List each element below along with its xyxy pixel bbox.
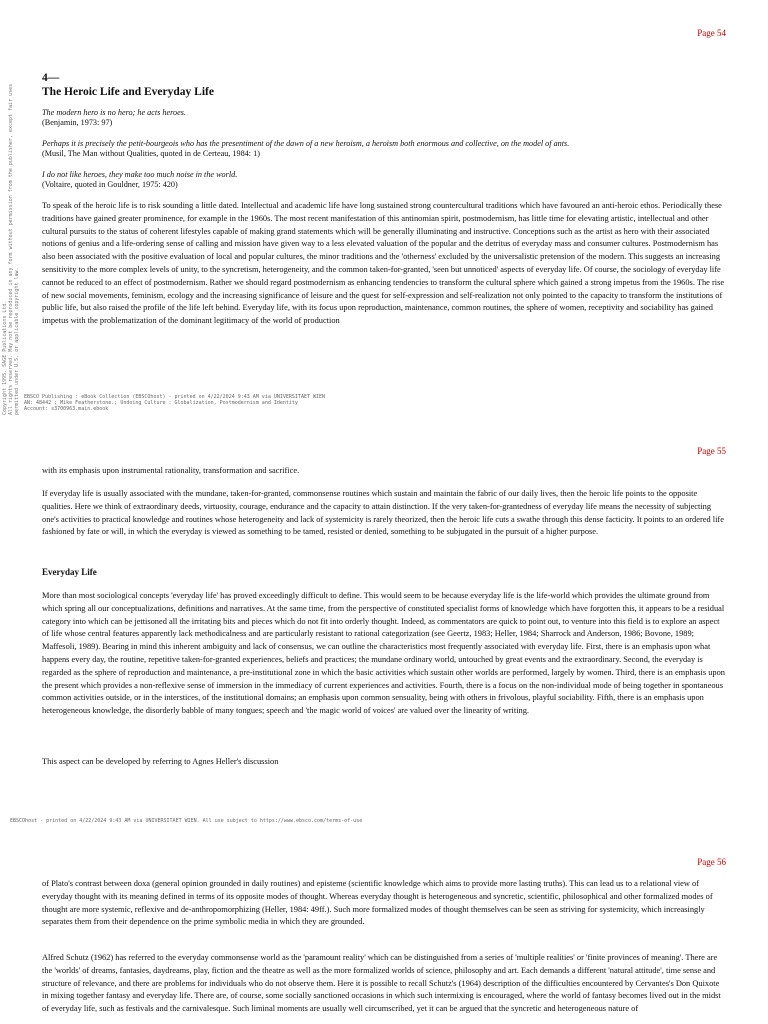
copyright-line: Copyright 1995. SAGE Publications Ltd. — [2, 300, 8, 415]
ebsco-footer — [10, 818, 362, 824]
paragraph-text: with its emphasis upon instrumental rationality, transformation and sacrifice. — [42, 466, 300, 475]
epigraph-quote: The modern hero is no hero; he acts heroes. — [42, 108, 186, 117]
epigraph-1 — [42, 108, 726, 128]
chapter-number: 4— — [42, 72, 60, 84]
epigraph-2 — [42, 139, 726, 159]
paragraph-text: If everyday life is usually associated with the mundane, taken-for-granted, commonsense routines which sustain and maintain the fabric of our daily lives, then the heroic life points to the opposite qualities. Here we think of extraordinary deeds, virtuosity, courage, endurance and the capacity to attain distinction. If the very taken-for-grantedness of everyday life means the necessity of subjecting one's activities to practical knowledge and routines whose heterogeneity and lack of systemicity is rarely theorized, then the heroic life cuts a swathe through this dense facticity. It points to an ordered life fashioned by fate or will, in which the everyday is viewed as something to be tamed, resisted or denied, something to be subjugated in the pursuit of a higher purpose. — [42, 489, 724, 537]
section-heading: Everyday Life — [42, 567, 97, 577]
body-paragraph — [42, 465, 726, 478]
epigraph-3 — [42, 170, 726, 190]
page-number-54: Page 54 — [697, 28, 726, 38]
copyright-line: All rights reserved. May not be reproduced in any form without permission from the publisher, except fair uses — [8, 83, 14, 415]
paragraph-text: To speak of the heroic life is to risk sounding a little dated. Intellectual and academic life have long sustained strong countercultural traditions which have favoured an anti-heroic ethos. Periodically these traditions have gained greater prominence, for example in the 1960s. The most recent manifestation of this antinomian spirit, postmodernism, has little time for elevating artistic, intellectual and other cultural pursuits to the status of coherent lifestyles capable of making grand statements which will be generally illuminating and instructive. Conceptions such as the artist as hero with their associated notions of genius and a life-ordering sense of calling and mission have given way to a less elevated valuation of the popular and the detritus of everyday mass and consumer cultures. Postmodernism has also been associated with the positive evaluation of local and popular cultures, the minor traditions and the 'otherness' excluded by the universalistic pretension of the modern. This suggests an increasing sensitivity to the more complex levels of unity, to the syncretism, heterogeneity, and the common taken-for-granted, 'seen but unnoticed' aspects of everyday life. Of course, the sociology of everyday life cannot be reduced to an effect of postmodernism. Rather we should regard postmodernism as enhancing tendencies to transform the cultural sphere which gained a strong impetus from the 1960s. The rise of new social movements, feminism, ecology and the increasing significance of leisure and the quest for self-expression and self-realization not only pointed to the capacity to transform the institutions of public life, but also raised the profile of the life left behind. Everyday life, with its focus upon reproduction, maintenance, common routines, the sphere of women, receptivity and sociability has gained impetus with the problematization of the dominant legitimacy of the world of production — [42, 201, 725, 326]
body-paragraph — [42, 590, 726, 718]
chapter-header — [42, 72, 726, 99]
page-number-55: Page 55 — [697, 446, 726, 456]
footer-line: Account: s3700963.main.ebook — [24, 406, 109, 412]
footer-line: EBSCOhost - printed on 4/22/2024 9:43 AM via UNIVERSITAET WIEN. All use subject to https://www.ebsco.com/terms-of-use — [10, 818, 363, 824]
section-heading-block — [42, 567, 726, 577]
paragraph-text: of Plato's contrast between doxa (general opinion grounded in daily routines) and episteme (scientific knowledge which aims to provide more lasting truths). This can lead us to a relational view of everyday thought with its meaning defined in terms of its opposite modes of thought. Whereas everyday thought is heterogeneous and syncretic, scientific, philosophical and other formalized modes of thought are more systemic, reflexive and de-anthropomorphizing (Heller, 1984: 49ff.). Such more formalized modes of thought themselves can be seen as striving for systemicity, which increasingly separates them from their dependence on the prime symbolic media in which they are grounded. — [42, 879, 713, 927]
epigraph-source: (Voltaire, quoted in Gouldner, 1975: 420) — [42, 180, 178, 189]
paragraph-text: Alfred Schutz (1962) has referred to the everyday commonsense world as the 'paramount reality' which can be distinguished from a series of 'multiple realities' or 'finite provinces of meaning'. There are the 'worlds' of dreams, fantasies, daydreams, play, fiction and the theatre as well as the more formalized worlds of science, philosophy and art. Each demands a different 'natural attitude', time sense and structure of relevance, and there are problems for individuals who do not observe them. Here it is possible to recall Schutz's (1964) description of the difficulties encountered by Cervantes's Don Quixote in mixing together fantasy and everyday life. There are, of course, some socially sanctioned occasions in which such intermixing is encouraged, where the world of fantasy becomes lived out in the midst of everyday life, such as festivals and the carnivalesque. Such liminal moments are usually well circumscribed, yet it can be argued that the syncretic and heterogeneous nature of — [42, 953, 721, 1014]
copyright-line: permitted under U.S. or applicable copyright law. — [14, 267, 20, 415]
paragraph-text: This aspect can be developed by referring to Agnes Heller's discussion — [42, 757, 279, 766]
epigraph-source: (Musil, The Man without Qualities, quoted in de Certeau, 1984: 1) — [42, 149, 260, 158]
body-paragraph — [42, 488, 726, 539]
footer-line: AN: 48442 ; Mike Featherstone.; Undoing Culture : Globalization, Postmodernism and Identity — [24, 400, 298, 406]
copyright-sidebar — [2, 20, 26, 415]
body-paragraph — [42, 878, 726, 929]
body-paragraph — [42, 952, 726, 1016]
epigraph-quote: Perhaps it is precisely the petit-bourgeois who has the presentiment of the dawn of a new heroism, a heroism both enormous and collective, on the model of ants. — [42, 139, 570, 148]
epigraph-source: (Benjamin, 1973: 97) — [42, 118, 113, 127]
paragraph-text: More than most sociological concepts 'everyday life' has proved exceedingly difficult to define. This would seem to be because everyday life is the life-world which provides the ultimate ground from which spring all our conceptualizations, definitions and narratives. At the same time, from the perspective of constituted specialist forms of knowledge which have forgotten this, it appears to be a residual category into which can be jettisoned all the irritating bits and pieces which do not fit into orderly thought. Indeed, as commentators are quick to point out, to venture into this field is to explore an aspect of life whose central features apparently lack methodicalness and are particularly resistant to rational categorization (see Geertz, 1983; Heller, 1984; Sharrock and Anderson, 1986; Bovone, 1989; Maffesoli, 1989). Bearing in mind this inherent ambiguity and lack of consensus, we can outline the characteristics most frequently associated with everyday life. First, there is an emphasis upon what happens every day, the routine, repetitive taken-for-granted experiences, beliefs and practices; the mundane ordinary world, untouched by great events and the extraordinary. Second, the everyday is regarded as the sphere of reproduction and maintenance, a pre-institutional zone in which the basic activities which sustain other worlds are performed, largely by women. Third, there is an emphasis upon the present which provides a non-reflexive sense of immersion in the immediacy of current experiences and activities. Fourth, there is a focus on the non-individual mode of being together in spontaneous common activities outside, or in the interstices, of the institutional domains; an emphasis upon common sensuality, being with others in frivolous, playful sociability. Fifth, there is an emphasis upon heterogeneous knowledge, the disorderly babble of many tongues; speech and 'the magic world of voices' are valued over the linearity of writing. — [42, 591, 725, 716]
ebsco-footer — [24, 394, 325, 412]
footer-line: EBSCO Publishing : eBook Collection (EBSCOhost) - printed on 4/22/2024 9:43 AM via UNIVERSITAET WIEN — [24, 394, 326, 400]
body-paragraph — [42, 200, 726, 328]
chapter-title: The Heroic Life and Everyday Life — [42, 86, 214, 98]
body-paragraph — [42, 756, 726, 769]
epigraph-quote: I do not like heroes, they make too much noise in the world. — [42, 170, 238, 179]
page-number-56: Page 56 — [697, 857, 726, 867]
